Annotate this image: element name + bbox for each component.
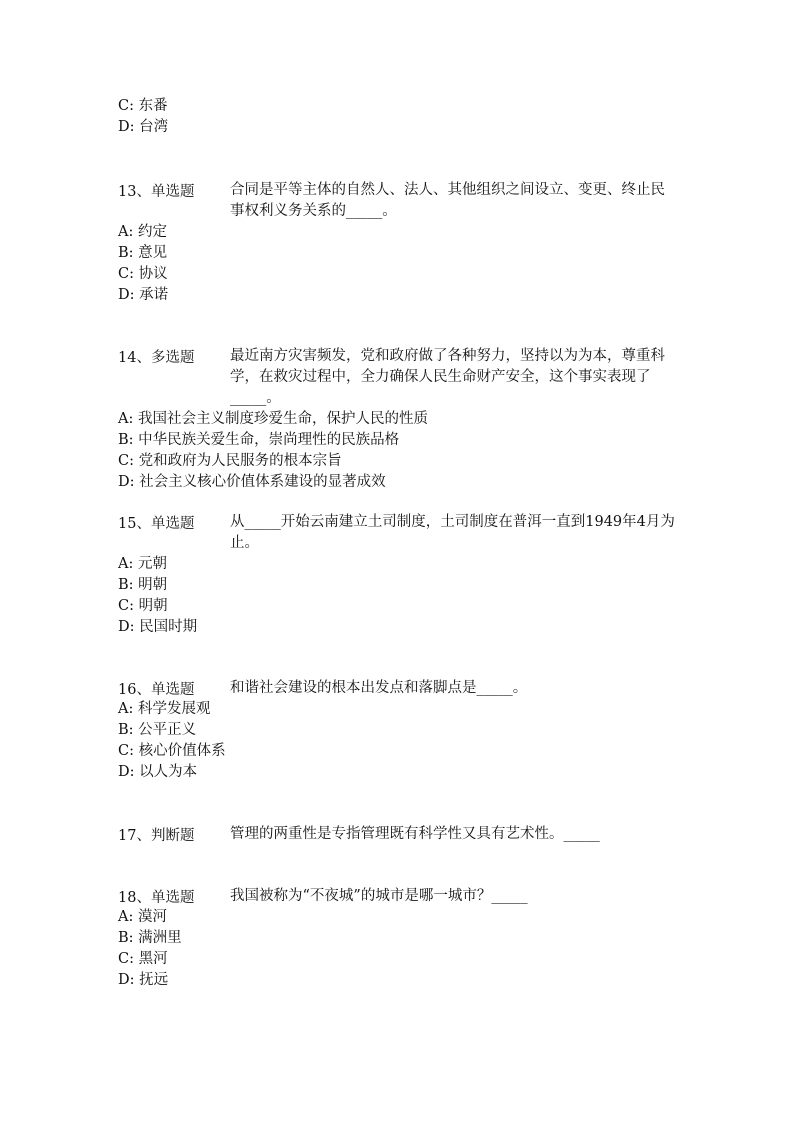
question-18 bbox=[118, 886, 678, 991]
question-16 bbox=[118, 678, 678, 783]
question-header bbox=[118, 346, 678, 409]
option: A: 漠河 bbox=[118, 909, 167, 925]
option: C: 协议 bbox=[118, 266, 168, 282]
option: C: 明朝 bbox=[118, 598, 168, 614]
option: D: 承诺 bbox=[118, 287, 169, 303]
option: B: 公平正义 bbox=[118, 722, 197, 738]
question-14 bbox=[118, 346, 678, 493]
option: A: 我国社会主义制度珍爱生命，保护人民的性质 bbox=[118, 411, 428, 427]
question-header bbox=[118, 678, 678, 699]
question-text: 管理的两重性是专指管理既有科学性又具有艺术性。_____ bbox=[230, 826, 600, 842]
question-number: 17、判断题 bbox=[118, 828, 195, 844]
question-text: 从_____开始云南建立土司制度，土司制度在普洱一直到1949年4月为止。 bbox=[230, 514, 675, 551]
option: B: 满洲里 bbox=[118, 930, 182, 946]
option: D: 以人为本 bbox=[118, 764, 198, 780]
question-number: 18、单选题 bbox=[118, 890, 195, 906]
prev-question-options bbox=[118, 96, 678, 138]
question-number: 14、多选题 bbox=[118, 350, 195, 366]
option: D: 社会主义核心价值体系建设的显著成效 bbox=[118, 474, 386, 490]
question-17 bbox=[118, 824, 678, 845]
question-text: 合同是平等主体的自然人、法人、其他组织之间设立、变更、终止民事权利义务关系的_____。 bbox=[230, 182, 665, 219]
question-header bbox=[118, 512, 678, 554]
option: C: 黑河 bbox=[118, 951, 168, 967]
question-header bbox=[118, 886, 678, 907]
option: B: 意见 bbox=[118, 245, 168, 261]
option: A: 约定 bbox=[118, 224, 167, 240]
question-15 bbox=[118, 512, 678, 638]
question-13 bbox=[118, 180, 678, 306]
option: C: 东番 bbox=[118, 98, 168, 114]
question-number: 13、单选题 bbox=[118, 184, 195, 200]
option: C: 核心价值体系 bbox=[118, 743, 226, 759]
option: D: 抚远 bbox=[118, 972, 169, 988]
option: C: 党和政府为人民服务的根本宗旨 bbox=[118, 453, 342, 469]
question-text: 最近南方灾害频发，党和政府做了各种努力，坚持以为为本，尊重科学，在救灾过程中，全力确保人民生命财产安全，这个事实表现了_____。 bbox=[230, 348, 665, 406]
option: B: 中华民族关爱生命，崇尚理性的民族品格 bbox=[118, 432, 400, 448]
question-text: 和谐社会建设的根本出发点和落脚点是_____。 bbox=[230, 680, 528, 696]
question-header bbox=[118, 824, 678, 845]
option: D: 民国时期 bbox=[118, 619, 198, 635]
question-text: 我国被称为“不夜城”的城市是哪一城市？_____ bbox=[230, 888, 528, 904]
question-number: 15、单选题 bbox=[118, 516, 195, 532]
question-header bbox=[118, 180, 678, 222]
option: B: 明朝 bbox=[118, 577, 168, 593]
question-number: 16、单选题 bbox=[118, 682, 195, 698]
option: D: 台湾 bbox=[118, 119, 169, 135]
option: A: 元朝 bbox=[118, 556, 167, 572]
option: A: 科学发展观 bbox=[118, 701, 211, 717]
